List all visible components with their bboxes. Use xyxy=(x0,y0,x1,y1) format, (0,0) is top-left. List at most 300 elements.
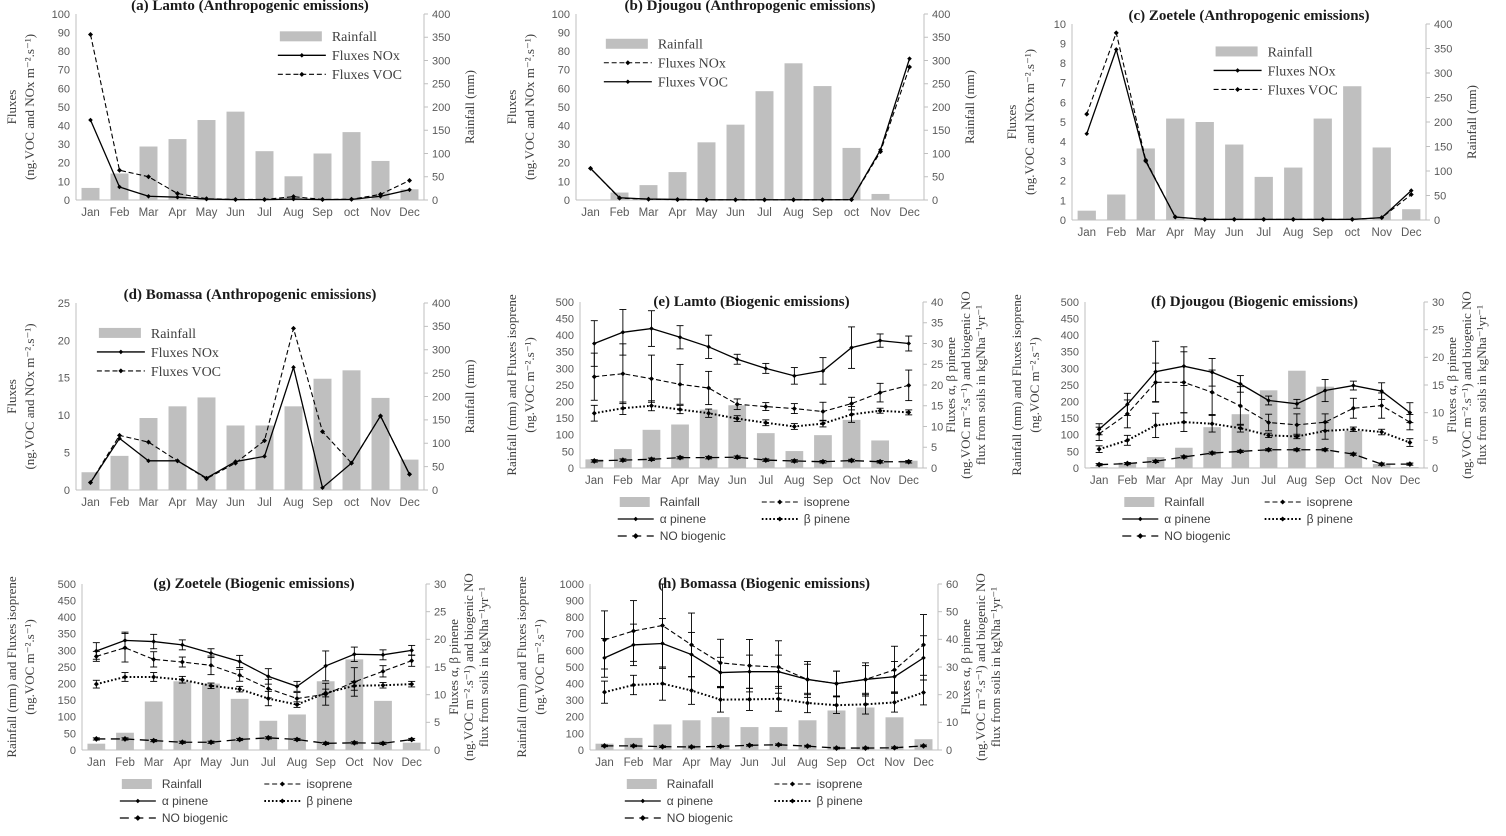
diamond-marker xyxy=(1280,500,1285,505)
left-tick-label: 200 xyxy=(57,678,76,691)
month-label: Sep xyxy=(312,207,333,219)
legend-label: β pinene xyxy=(816,794,863,809)
month-label: Nov xyxy=(372,757,394,769)
month-label: Jun xyxy=(226,497,245,509)
series-alpha-pinene xyxy=(591,309,912,384)
right-tick-label: 300 xyxy=(432,55,451,68)
diamond-marker xyxy=(792,374,797,379)
series-line xyxy=(1099,422,1410,449)
diamond-marker xyxy=(878,338,883,343)
left-tick-label: 400 xyxy=(57,612,76,625)
series-isoprene xyxy=(601,584,927,697)
chart-h-bomassa-biogenic xyxy=(510,550,1022,836)
month-label: Sep xyxy=(812,475,834,487)
legend-label: Rainfall xyxy=(161,777,202,792)
left-axis-label: (ng.VOC m⁻².s⁻¹) xyxy=(532,619,547,715)
series-fluxes-voc xyxy=(588,56,912,202)
legend-swatch-rainfall xyxy=(1216,46,1258,56)
bar xyxy=(314,379,332,490)
left-axis-label: (ng.VOC m⁻².s⁻¹) xyxy=(1027,337,1042,433)
right-tick-label: 100 xyxy=(432,438,451,451)
diamond-marker xyxy=(1379,430,1384,435)
bar xyxy=(1196,122,1214,220)
left-axis-label: (ng.VOC and NOx m⁻².s⁻¹) xyxy=(522,33,537,181)
legend-label: Fluxes VOC xyxy=(1267,83,1338,99)
month-label: Feb xyxy=(1117,475,1138,487)
right-tick-label: 40 xyxy=(946,634,959,647)
diamond-marker xyxy=(907,56,912,61)
legend-label: α pinene xyxy=(659,512,707,527)
series-line xyxy=(96,677,411,705)
diamond-marker xyxy=(626,79,631,84)
month-label: Nov xyxy=(370,497,391,509)
left-axis-label: (ng.VOC and NOx m⁻².s⁻¹) xyxy=(22,33,37,181)
right-tick-label: 200 xyxy=(432,391,451,404)
diamond-marker xyxy=(620,371,625,376)
diamond-marker xyxy=(295,696,300,701)
right-tick-label: 400 xyxy=(432,297,451,310)
bar xyxy=(169,139,187,200)
bar xyxy=(314,154,332,201)
right-tick-label: 10 xyxy=(946,717,959,730)
left-tick-label: 60 xyxy=(57,83,70,96)
bar xyxy=(1255,177,1273,220)
diamond-marker xyxy=(94,682,99,687)
diamond-marker xyxy=(906,341,911,346)
month-label: Feb xyxy=(623,757,644,769)
diamond-marker xyxy=(834,703,839,708)
left-axis-label: Fluxes xyxy=(1004,104,1019,140)
series-line xyxy=(91,120,410,200)
left-axis-label: Rainfall (mm) and Fluxes isoprene xyxy=(514,576,529,758)
month-label: Dec xyxy=(913,757,934,769)
month-label: Jun xyxy=(230,757,249,769)
right-tick-label: 0 xyxy=(434,744,441,757)
rainfall-bars xyxy=(1078,86,1421,220)
left-tick-label: 150 xyxy=(1060,413,1079,426)
bar xyxy=(288,714,306,750)
diamond-marker xyxy=(266,696,271,701)
month-label: Dec xyxy=(899,207,920,219)
series-fluxes-nox xyxy=(88,365,412,490)
left-tick-label: 350 xyxy=(555,346,574,359)
month-label: Jan xyxy=(81,207,100,219)
month-label: Jun xyxy=(226,207,245,219)
right-tick-label: 350 xyxy=(932,32,951,45)
bar xyxy=(843,148,861,200)
month-label: Jul xyxy=(758,475,774,487)
left-tick-label: 90 xyxy=(557,27,570,40)
left-tick-label: 4 xyxy=(1059,136,1066,149)
bar xyxy=(1314,119,1332,220)
right-tick-label: 150 xyxy=(1434,141,1453,154)
left-tick-label: 80 xyxy=(57,46,70,59)
right-tick-label: 60 xyxy=(946,578,959,591)
series-line xyxy=(605,684,924,706)
diamond-marker xyxy=(88,118,93,123)
left-tick-label: 50 xyxy=(1066,446,1079,459)
series-fluxes-nox xyxy=(588,65,912,203)
month-label: May xyxy=(1193,227,1216,239)
bar xyxy=(87,744,105,750)
right-tick-label: 0 xyxy=(432,484,439,497)
diamond-marker xyxy=(660,681,665,686)
month-label: Aug xyxy=(283,207,304,219)
diamond-marker xyxy=(409,658,414,663)
month-label: Dec xyxy=(1401,227,1422,239)
month-label: Aug xyxy=(1283,227,1304,239)
left-tick-label: 100 xyxy=(57,711,76,724)
month-label: Aug xyxy=(797,757,818,769)
right-tick-label: 20 xyxy=(434,634,447,647)
month-label: Nov xyxy=(1371,227,1392,239)
chart-d-svg xyxy=(0,285,500,523)
diamond-marker xyxy=(1235,87,1240,92)
right-tick-label: 20 xyxy=(1432,352,1445,365)
diamond-marker xyxy=(834,681,839,686)
diamond-marker xyxy=(649,376,654,381)
legend-label: Rainfall xyxy=(659,495,700,510)
left-tick-label: 200 xyxy=(565,711,584,724)
diamond-marker xyxy=(1407,440,1412,445)
diamond-marker xyxy=(94,649,99,654)
diamond-marker xyxy=(633,517,638,522)
legend-label: Fluxes NOx xyxy=(331,49,400,65)
left-tick-label: 0 xyxy=(1072,462,1079,475)
diamond-marker xyxy=(151,657,156,662)
diamond-marker xyxy=(1235,68,1240,73)
diamond-marker xyxy=(117,168,122,173)
right-tick-label: 0 xyxy=(432,194,439,207)
legend-label: Rainfall xyxy=(657,37,703,53)
chart-title: (h) Bomassa (Biogenic emissions) xyxy=(657,576,871,592)
rainfall-bars xyxy=(87,659,420,750)
legend-label: β pinene xyxy=(803,512,851,527)
left-tick-label: 350 xyxy=(57,628,76,641)
bar xyxy=(227,112,245,200)
series-line xyxy=(96,738,411,744)
legend xyxy=(604,38,728,91)
month-label: Feb xyxy=(109,207,130,219)
month-label: Oct xyxy=(345,757,364,769)
diamond-marker xyxy=(93,736,99,742)
left-tick-label: 25 xyxy=(57,297,70,310)
month-label: Oct xyxy=(842,475,861,487)
left-tick-label: 300 xyxy=(565,695,584,708)
bar xyxy=(1345,431,1363,468)
diamond-marker xyxy=(381,653,386,658)
legend xyxy=(1122,495,1353,543)
diamond-marker xyxy=(747,669,752,674)
right-tick-label: 200 xyxy=(932,101,951,114)
diamond-marker xyxy=(641,799,646,804)
series-no-biogenic xyxy=(93,735,415,746)
bar xyxy=(1107,195,1125,220)
diamond-marker xyxy=(805,677,810,682)
right-axis-label: Fluxes α, β pinene xyxy=(943,337,958,433)
diamond-marker xyxy=(776,696,781,701)
right-tick-label: 250 xyxy=(432,78,451,91)
left-tick-label: 0 xyxy=(69,744,76,757)
month-label: Jan xyxy=(581,207,600,219)
left-tick-label: 500 xyxy=(1060,296,1079,309)
month-label: Aug xyxy=(1286,475,1308,487)
diamond-marker xyxy=(863,702,868,707)
right-axis-label: Rainfall (mm) xyxy=(962,69,977,145)
series-line xyxy=(1087,49,1412,219)
month-label: May xyxy=(195,497,218,509)
legend-label: α pinene xyxy=(161,794,209,809)
left-axis-label: Rainfall (mm) and Fluxes isoprene xyxy=(4,576,19,758)
right-tick-label: 25 xyxy=(1432,324,1445,337)
bar xyxy=(140,147,158,200)
month-label: Jul xyxy=(257,207,272,219)
diamond-marker xyxy=(689,688,694,693)
left-tick-label: 10 xyxy=(57,176,70,189)
left-tick-label: 80 xyxy=(557,46,570,59)
left-tick-label: 70 xyxy=(557,64,570,77)
diamond-marker xyxy=(237,673,242,678)
month-label: Apr xyxy=(671,475,689,487)
left-tick-label: 30 xyxy=(557,139,570,152)
series-alpha-pinene xyxy=(1096,341,1414,435)
right-tick-label: 250 xyxy=(932,78,951,91)
left-tick-label: 100 xyxy=(565,728,584,741)
right-tick-label: 0 xyxy=(1432,462,1439,475)
diamond-marker xyxy=(1153,423,1158,428)
diamond-marker xyxy=(291,326,296,331)
month-label: oct xyxy=(1344,227,1360,239)
right-tick-label: 100 xyxy=(1434,165,1453,178)
month-label: Sep xyxy=(315,757,336,769)
left-tick-label: 100 xyxy=(555,429,574,442)
month-label: Nov xyxy=(884,757,905,769)
left-tick-label: 10 xyxy=(557,176,570,189)
diamond-marker xyxy=(280,782,285,787)
month-label: Jul xyxy=(1256,227,1272,239)
month-label: Apr xyxy=(168,207,187,219)
chart-c-zoetele-anthropogenic xyxy=(1000,0,1506,246)
diamond-marker xyxy=(381,669,386,674)
bar xyxy=(343,132,361,200)
right-tick-label: 0 xyxy=(946,744,953,757)
bar xyxy=(1203,427,1221,468)
chart-f-svg xyxy=(1005,268,1506,554)
diamond-marker xyxy=(790,782,795,787)
left-tick-label: 300 xyxy=(1060,363,1079,376)
right-tick-label: 15 xyxy=(1432,379,1445,392)
diamond-marker xyxy=(1181,420,1186,425)
chart-d-bomassa-anthropogenic xyxy=(0,285,500,523)
left-tick-label: 250 xyxy=(1060,379,1079,392)
chart-g-zoetele-biogenic xyxy=(0,550,510,836)
month-label: Nov xyxy=(869,475,891,487)
diamond-marker xyxy=(625,60,630,65)
left-tick-label: 0 xyxy=(1059,214,1066,227)
right-tick-label: 20 xyxy=(931,379,944,392)
diamond-marker xyxy=(1351,406,1356,411)
right-tick-label: 50 xyxy=(432,171,445,184)
bar xyxy=(698,142,716,200)
right-axis-label: Rainfall (mm) xyxy=(462,359,477,434)
left-tick-label: 200 xyxy=(1060,396,1079,409)
left-tick-label: 700 xyxy=(565,628,584,641)
chart-b-djougou-anthropogenic xyxy=(500,0,1000,240)
month-label: Aug xyxy=(784,475,805,487)
left-tick-label: 50 xyxy=(557,101,570,114)
right-axis-label: (ng.VOC m⁻².s⁻¹) and biogenic NO xyxy=(461,573,476,761)
diamond-marker xyxy=(118,368,123,373)
series-line xyxy=(594,457,908,462)
left-tick-label: 6 xyxy=(1059,97,1066,110)
diamond-marker xyxy=(763,404,768,409)
month-label: Feb xyxy=(1106,227,1127,239)
left-tick-label: 5 xyxy=(63,447,70,460)
bar xyxy=(1284,168,1302,220)
diamond-marker xyxy=(747,697,752,702)
legend xyxy=(278,30,402,83)
series-fluxes-voc xyxy=(1084,30,1414,222)
right-tick-label: 5 xyxy=(931,442,938,455)
diamond-marker xyxy=(678,382,683,387)
diamond-marker xyxy=(649,403,654,408)
month-label: oct xyxy=(343,207,360,219)
diamond-marker xyxy=(291,365,296,370)
diamond-marker xyxy=(718,697,723,702)
legend xyxy=(625,777,863,825)
bar xyxy=(111,456,129,490)
diamond-marker xyxy=(849,401,854,406)
left-tick-label: 100 xyxy=(1060,429,1079,442)
legend-label: Fluxes VOC xyxy=(150,364,222,380)
bar xyxy=(1402,209,1420,220)
left-tick-label: 70 xyxy=(57,64,70,77)
month-label: Nov xyxy=(870,207,891,219)
month-label: Apr xyxy=(668,207,687,219)
legend-swatch-rainfall xyxy=(620,497,650,507)
series-beta-pinene xyxy=(591,401,912,430)
right-axis-label: Fluxes α, β pinene xyxy=(958,619,973,715)
left-tick-label: 3 xyxy=(1059,156,1066,169)
left-tick-label: 100 xyxy=(551,8,570,21)
month-label: May xyxy=(1201,475,1223,487)
chart-a-lamto-anthropogenic xyxy=(0,0,500,240)
diamond-marker xyxy=(1238,403,1243,408)
right-tick-label: 100 xyxy=(432,148,451,161)
chart-f-djougou-biogenic xyxy=(1005,268,1506,554)
right-tick-label: 10 xyxy=(1432,407,1445,420)
series-line xyxy=(96,648,411,699)
month-label: Sep xyxy=(812,207,833,219)
chart-c-svg xyxy=(1000,0,1506,246)
bar xyxy=(669,172,687,200)
series-line xyxy=(591,67,910,200)
left-tick-label: 600 xyxy=(565,645,584,658)
diamond-marker xyxy=(805,700,810,705)
month-label: oct xyxy=(343,497,360,509)
right-tick-label: 150 xyxy=(432,125,451,138)
left-tick-label: 800 xyxy=(565,612,584,625)
right-tick-label: 200 xyxy=(1434,116,1453,129)
month-label: Oct xyxy=(1344,475,1363,487)
bar xyxy=(403,743,421,750)
diamond-marker xyxy=(1407,461,1413,467)
month-label: Feb xyxy=(612,475,633,487)
right-tick-label: 10 xyxy=(931,421,944,434)
diamond-marker xyxy=(1351,383,1356,388)
month-label: Jul xyxy=(757,207,772,219)
diamond-marker xyxy=(266,674,271,679)
diamond-marker xyxy=(706,345,711,350)
month-label: Apr xyxy=(1166,227,1185,239)
left-axis-label: Fluxes xyxy=(504,89,519,125)
diamond-marker xyxy=(266,686,271,691)
diamond-marker xyxy=(620,406,625,411)
diamond-marker xyxy=(678,335,683,340)
series-fluxes-voc xyxy=(88,326,412,485)
legend-label: isoprene xyxy=(816,777,863,792)
diamond-marker xyxy=(1137,533,1143,539)
legend-label: Rainfall xyxy=(331,30,377,46)
chart-title: (b) Djougou (Anthropogenic emissions) xyxy=(624,0,876,14)
legend-label: Fluxes NOx xyxy=(657,56,726,72)
month-label: Feb xyxy=(109,497,130,509)
month-label: Feb xyxy=(115,757,135,769)
legend-swatch-rainfall xyxy=(280,31,322,41)
diamond-marker xyxy=(88,32,93,37)
diamond-marker xyxy=(123,638,128,643)
bar xyxy=(372,398,390,490)
right-tick-label: 10 xyxy=(434,689,447,702)
rainfall-bars xyxy=(596,708,933,750)
bar xyxy=(82,188,100,200)
right-axis-label: (ng.VOC m⁻².s⁻¹) and biogenic NO xyxy=(1459,291,1474,479)
bar xyxy=(343,370,361,490)
left-tick-label: 400 xyxy=(565,678,584,691)
left-tick-label: 0 xyxy=(567,462,574,475)
diamond-marker xyxy=(119,350,124,355)
month-label: Sep xyxy=(826,757,847,769)
legend xyxy=(1214,45,1338,98)
diamond-marker xyxy=(1379,403,1384,408)
left-tick-label: 0 xyxy=(63,194,70,207)
right-tick-label: 25 xyxy=(434,606,447,619)
diamond-marker xyxy=(1096,462,1102,468)
left-tick-label: 350 xyxy=(1060,346,1079,359)
series-line xyxy=(605,643,924,683)
left-tick-label: 30 xyxy=(57,139,70,152)
month-label: Jun xyxy=(726,207,745,219)
month-label: Dec xyxy=(399,207,420,219)
legend-label: isoprene xyxy=(306,777,353,792)
left-tick-label: 1 xyxy=(1059,195,1066,208)
left-tick-label: 40 xyxy=(557,120,570,133)
right-tick-label: 15 xyxy=(434,661,447,674)
chart-a-svg xyxy=(0,0,500,240)
month-label: oct xyxy=(843,207,860,219)
month-label: Aug xyxy=(283,497,304,509)
diamond-marker xyxy=(151,674,156,679)
left-tick-label: 150 xyxy=(555,413,574,426)
diamond-marker xyxy=(633,533,639,539)
legend-label: Rainfall xyxy=(1164,495,1205,510)
diamond-marker xyxy=(763,366,768,371)
right-tick-label: 0 xyxy=(931,462,938,475)
chart-e-lamto-biogenic xyxy=(500,268,1005,554)
left-tick-label: 50 xyxy=(561,446,574,459)
diamond-marker xyxy=(863,677,868,682)
legend-swatch-rainfall xyxy=(606,39,648,49)
